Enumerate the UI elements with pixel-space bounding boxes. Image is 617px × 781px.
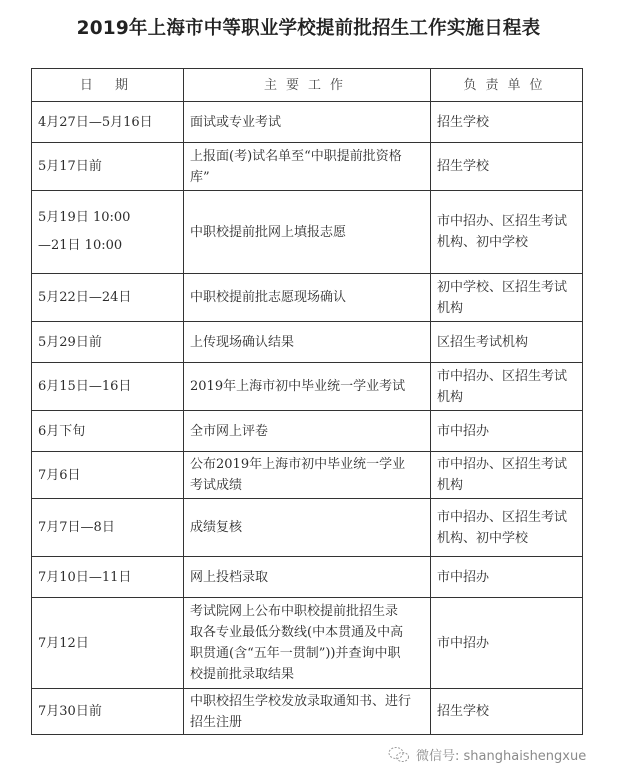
cell-task-line: 中职校提前批网上填报志愿 — [190, 224, 347, 240]
cell-date — [32, 452, 184, 499]
header-date: 日 期 — [32, 69, 184, 102]
cell-unit — [431, 102, 583, 143]
cell-date-line: 7月7日—8日 — [38, 520, 115, 535]
cell-date — [32, 689, 184, 735]
table-row — [32, 499, 583, 557]
cell-unit-line: 市中招办 — [437, 569, 490, 585]
cell-unit-line: 初中学校、区招生考试 — [437, 279, 568, 295]
cell-date-line: 7月6日 — [38, 467, 81, 483]
table-row — [32, 143, 583, 191]
cell-date — [32, 499, 184, 557]
cell-task — [184, 191, 431, 274]
cell-unit-line: 招生学校 — [437, 114, 490, 130]
cell-date-line: 7月12日 — [38, 635, 89, 651]
cell-task-line: 2019年上海市初中毕业统一学业考试 — [190, 379, 406, 394]
cell-unit-line: 市中招办、区招生考试 — [437, 214, 568, 229]
wechat-icon — [388, 746, 410, 764]
cell-unit — [431, 557, 583, 598]
table-row — [32, 452, 583, 499]
cell-unit-line: 机构、初中学校 — [437, 235, 529, 250]
cell-date — [32, 191, 184, 274]
cell-unit-line: 市中招办 — [437, 423, 490, 439]
cell-task-line: 取各专业最低分数线(中本贯通及中高 — [190, 625, 404, 640]
cell-unit-line: 市中招办、区招生考试 — [437, 457, 568, 472]
header-unit: 负责单位 — [431, 69, 583, 102]
cell-unit — [431, 499, 583, 557]
cell-task — [184, 322, 431, 363]
table-row — [32, 411, 583, 452]
cell-date — [32, 411, 184, 452]
cell-unit — [431, 363, 583, 411]
cell-unit-line: 机构、初中学校 — [437, 530, 529, 546]
table-row — [32, 102, 583, 143]
cell-date-line: 5月29日前 — [38, 334, 102, 350]
table-row — [32, 363, 583, 411]
cell-task — [184, 689, 431, 735]
cell-unit — [431, 322, 583, 363]
table-row — [32, 322, 583, 363]
cell-task-line: 职贯通(含“五年一贯制”))并查询中职 — [190, 646, 401, 661]
table-header-row — [32, 69, 583, 102]
cell-task — [184, 499, 431, 557]
cell-unit-line: 市中招办、区招生考试 — [437, 368, 568, 384]
cell-date-line: 7月10日—11日 — [38, 569, 132, 585]
cell-task-line: 考试院网上公布中职校提前批招生录 — [190, 604, 399, 619]
cell-task-line: 成绩复核 — [190, 520, 243, 535]
cell-unit — [431, 598, 583, 689]
table-body — [32, 102, 583, 735]
cell-task — [184, 557, 431, 598]
cell-unit-line: 机构 — [437, 478, 464, 493]
cell-task-line: 上传现场确认结果 — [190, 334, 295, 350]
cell-date-line: —21日 10:00 — [38, 238, 123, 253]
table-row — [32, 689, 583, 735]
cell-unit-line: 机构 — [437, 300, 464, 316]
cell-date — [32, 143, 184, 191]
cell-task-line: 公布2019年上海市初中毕业统一学业 — [190, 457, 406, 472]
table-row — [32, 557, 583, 598]
cell-task-line: 考试成绩 — [190, 478, 243, 493]
cell-task-line: 招生注册 — [190, 714, 243, 730]
cell-unit — [431, 411, 583, 452]
cell-unit — [431, 689, 583, 735]
cell-task-line: 网上投档录取 — [190, 569, 269, 585]
cell-unit-line: 市中招办、区招生考试 — [437, 509, 568, 525]
cell-unit — [431, 452, 583, 499]
cell-date-line: 7月30日前 — [38, 704, 102, 719]
cell-date — [32, 274, 184, 322]
cell-date-line: 6月下旬 — [38, 423, 86, 439]
schedule-table — [31, 68, 583, 735]
cell-task-line: 校提前批录取结果 — [190, 667, 295, 682]
cell-unit-line: 区招生考试机构 — [437, 334, 529, 350]
cell-task-line: 上报面(考)试名单至“中职提前批资格 — [190, 148, 402, 164]
watermark-text: 微信号: shanghaishengxue — [416, 749, 587, 764]
page-title: 2019年上海市中等职业学校提前批招生工作实施日程表 — [76, 18, 541, 39]
watermark — [388, 745, 586, 764]
cell-unit-line: 招生学校 — [437, 704, 490, 719]
cell-task — [184, 411, 431, 452]
cell-date-line: 5月17日前 — [38, 159, 102, 174]
cell-unit — [431, 191, 583, 274]
table-row — [32, 598, 583, 689]
cell-task-line: 全市网上评卷 — [190, 423, 269, 439]
cell-date-line: 5月19日 10:00 — [38, 210, 131, 225]
cell-date — [32, 557, 184, 598]
cell-unit — [431, 274, 583, 322]
cell-unit-line: 机构 — [437, 389, 464, 405]
cell-task-line: 中职校招生学校发放录取通知书、进行 — [190, 693, 412, 709]
cell-task — [184, 143, 431, 191]
cell-date — [32, 102, 184, 143]
cell-date — [32, 363, 184, 411]
table-row — [32, 191, 583, 274]
cell-date-line: 5月22日—24日 — [38, 290, 132, 305]
table-row — [32, 274, 583, 322]
cell-unit — [431, 143, 583, 191]
cell-date — [32, 598, 184, 689]
cell-date-line: 4月27日—5月16日 — [38, 114, 153, 130]
cell-task — [184, 452, 431, 499]
cell-task-line: 面试或专业考试 — [190, 114, 282, 130]
cell-task — [184, 274, 431, 322]
cell-task-line: 中职校提前批志愿现场确认 — [190, 290, 347, 305]
cell-task — [184, 363, 431, 411]
cell-date-line: 6月15日—16日 — [38, 379, 132, 394]
cell-task-line: 库” — [190, 169, 210, 185]
cell-task — [184, 598, 431, 689]
header-task: 主要工作 — [184, 69, 431, 102]
cell-date — [32, 322, 184, 363]
cell-unit-line: 招生学校 — [437, 159, 490, 174]
cell-task — [184, 102, 431, 143]
cell-unit-line: 市中招办 — [437, 635, 490, 651]
